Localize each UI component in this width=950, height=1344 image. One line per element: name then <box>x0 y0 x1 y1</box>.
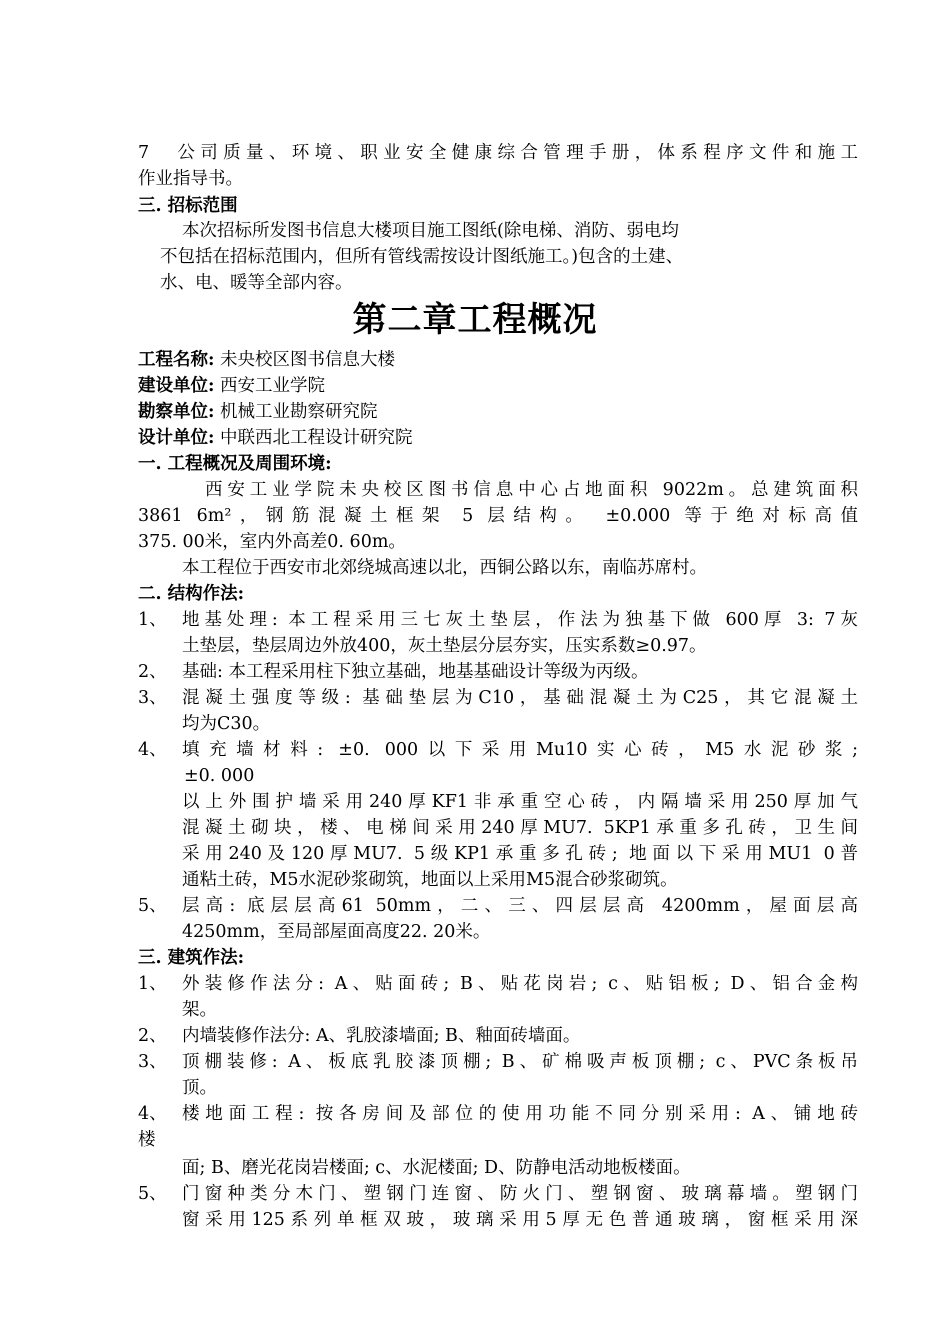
s3-item-4-line-3: 面; B、磨光花岗岩楼面; c、水泥楼面; D、防静电活动地板楼面。 <box>182 1158 691 1178</box>
design-value: 中联西北工程设计研究院 <box>214 428 413 448</box>
s3-item-3-line-1: 顶棚装修: A、板底乳胶漆顶棚; B、矿棉吸声板顶棚; c、PVC条板吊 <box>182 1052 858 1072</box>
s2-item-4-line-2: ±0. 000 <box>184 766 255 786</box>
survey-label: 勘察单位: <box>138 402 215 422</box>
chapter-title: 第二章工程概况 <box>352 300 598 340</box>
section-2-heading: 二. 结构作法: <box>138 584 245 604</box>
bid-scope-heading: 三. 招标范围 <box>138 196 238 216</box>
section-1-p2: 本工程位于西安市北郊绕城高速以北，西铜公路以东，南临苏席村。 <box>182 558 707 578</box>
design-label: 设计单位: <box>138 428 215 448</box>
section-1-p1-line-3: 375. 00米，室内外高差0. 60m。 <box>138 532 406 552</box>
bid-scope-line-2: 不包括在招标范围内，但所有管线需按设计图纸施工。)包含的土建、 <box>160 247 684 267</box>
s2-item-1-line-2: 土垫层，垫层周边外放400，灰土垫层分层夯实，压实系数≥0.97。 <box>182 636 707 656</box>
s2-item-3-number: 3、 <box>138 688 167 708</box>
s2-item-3-line-2: 均为C30。 <box>182 714 271 734</box>
section-3-heading: 三. 建筑作法: <box>138 948 245 968</box>
s3-item-2-number: 2、 <box>138 1026 167 1046</box>
s2-item-4-line-4: 混凝土砌块，楼、电梯间采用240厚MU7. 5KP1承重多孔砖，卫生间 <box>182 818 858 838</box>
s2-item-4-line-6: 通粘土砖，M5水泥砂浆砌筑，地面以上采用M5混合砂浆砌筑。 <box>182 870 678 890</box>
project-name-label: 工程名称: <box>138 350 215 370</box>
design-row <box>138 425 413 451</box>
s2-item-2-line-1: 基础: 本工程采用柱下独立基础，地基基础设计等级为丙级。 <box>182 662 649 682</box>
section-1-p1-line-2: 3861 6m²，钢筋混凝土框架 5 层结构。 ±0.000 等于绝对标高值 <box>138 506 858 526</box>
s2-item-5-line-2: 4250mm，至局部屋面高度22. 20米。 <box>182 922 491 942</box>
s2-item-2-number: 2、 <box>138 662 167 682</box>
owner-value: 西安工业学院 <box>214 376 326 396</box>
survey-value: 机械工业勘察研究院 <box>214 402 378 422</box>
s3-item-1-number: 1、 <box>138 974 167 994</box>
project-name-value: 未央校区图书信息大楼 <box>214 350 396 370</box>
s2-item-3-line-1: 混凝土强度等级: 基础垫层为C10，基础混凝土为C25，其它混凝土 <box>182 688 858 708</box>
s2-item-1-number: 1、 <box>138 610 167 630</box>
owner-row <box>138 373 325 399</box>
s2-item-4-number: 4、 <box>138 740 167 760</box>
section-1-heading: 一. 工程概况及周围环境: <box>138 454 332 474</box>
survey-row <box>138 399 378 425</box>
owner-label: 建设单位: <box>138 376 215 396</box>
section-1-p1-line-1: 西安工业学院未央校区图书信息中心占地面积 9022m。总建筑面积 <box>205 480 858 500</box>
s3-item-4-line-1: 楼地面工程: 按各房间及部位的使用功能不同分别采用: A、铺地砖 <box>182 1104 858 1124</box>
s3-item-2-line-1: 内墙装修作法分: A、乳胶漆墙面; B、釉面砖墙面。 <box>182 1026 581 1046</box>
s2-item-4-line-3: 以上外围护墙采用240厚KF1非承重空心砖，内隔墙采用250厚加气 <box>182 792 858 812</box>
bid-scope-line-1: 本次招标所发图书信息大楼项目施工图纸(除电梯、消防、弱电均 <box>182 221 679 241</box>
s2-item-4-line-1: 填充墙材料: ±0. 000以下采用Mu10实心砖，M5水泥砂浆; <box>182 740 858 760</box>
project-name-row <box>138 347 395 373</box>
s3-item-5-line-2: 窗采用125系列单框双玻，玻璃采用5厚无色普通玻璃，窗框采用深 <box>182 1210 858 1230</box>
s3-item-5-number: 5、 <box>138 1184 167 1204</box>
s3-item-3-line-2: 顶。 <box>182 1078 217 1098</box>
item-7-line-1: 7 公司质量、环境、职业安全健康综合管理手册，体系程序文件和施工 <box>138 143 858 163</box>
s2-item-5-number: 5、 <box>138 896 167 916</box>
s3-item-5-line-1: 门窗种类分木门、塑钢门连窗、防火门、塑钢窗、玻璃幕墙。塑钢门 <box>182 1184 858 1204</box>
s3-item-1-line-2: 架。 <box>182 1000 217 1020</box>
item-7-line-2: 作业指导书。 <box>138 169 243 189</box>
s2-item-4-line-5: 采用240及120厚MU7. 5级KP1承重多孔砖; 地面以下采用MU1 0普 <box>182 844 858 864</box>
s3-item-3-number: 3、 <box>138 1052 167 1072</box>
bid-scope-line-3: 水、电、暖等全部内容。 <box>160 273 353 293</box>
s2-item-5-line-1: 层高: 底层层高61 50mm，二、三、四层层高 4200mm，屋面层高 <box>182 896 858 916</box>
s3-item-1-line-1: 外装修作法分: A、贴面砖; B、贴花岗岩; c、贴铝板; D、铝合金构 <box>182 974 858 994</box>
s3-item-4-line-2: 楼 <box>138 1130 156 1150</box>
s2-item-1-line-1: 地基处理: 本工程采用三七灰土垫层，作法为独基下做 600厚 3: 7灰 <box>182 610 858 630</box>
s3-item-4-number: 4、 <box>138 1104 167 1124</box>
